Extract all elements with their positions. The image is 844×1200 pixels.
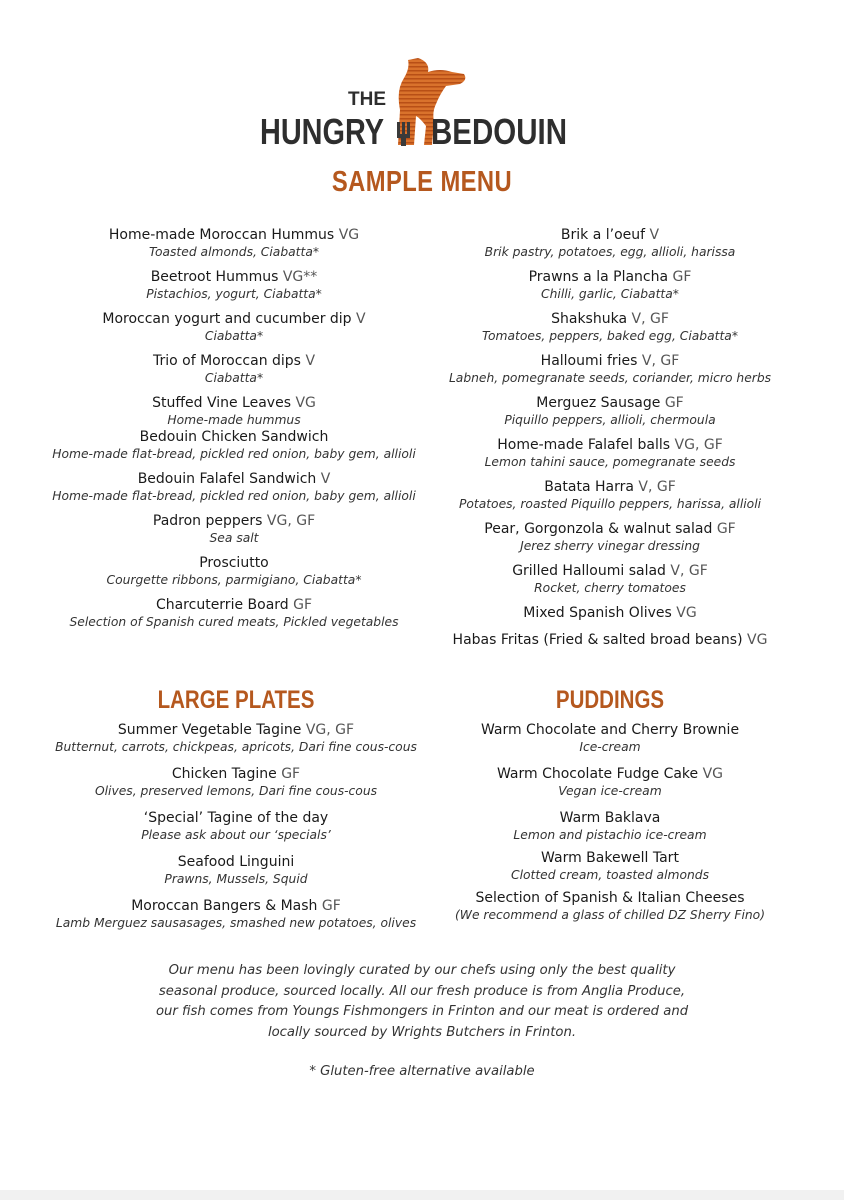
menu-item [0, 470, 468, 504]
dish-description: Lamb Merguez sausasages, smashed new potatoes, olives [55, 916, 417, 930]
menu-item-name [0, 765, 472, 783]
dish-description: Prawns, Mussels, Squid [164, 872, 308, 886]
dietary-tag: GF [281, 766, 301, 782]
dish-description: Olives, preserved lemons, Dari fine cous-cous [94, 784, 378, 798]
dish-description: Please ask about our ‘specials’ [141, 828, 331, 842]
dish-name: Merguez Sausage [536, 395, 661, 411]
menu-item-name [0, 809, 472, 827]
dish-name: Pear, Gorgonzola & walnut salad [484, 521, 713, 537]
dietary-tag: V, GF [638, 479, 676, 495]
menu-item [0, 554, 468, 588]
hungry-bedouin-logo [0, 50, 844, 160]
footer-line: our fish comes from Youngs Fishmongers in Frinton and our meat is ordered and [155, 1004, 689, 1019]
dish-description: Clotted cream, toasted almonds [510, 868, 709, 882]
dish-description: Pistachios, yogurt, Ciabatta* [146, 287, 322, 301]
menu-item [410, 310, 810, 344]
logo [0, 50, 844, 160]
dietary-tag: GF [321, 898, 341, 914]
menu-item [410, 352, 810, 386]
dish-name: Beetroot Hummus [150, 269, 279, 285]
menu-item-name [410, 310, 810, 328]
dish-name: Seafood Linguini [177, 854, 295, 870]
menu-item-name [0, 470, 468, 488]
starters-left-column [0, 226, 468, 630]
dish-name: Bedouin Chicken Sandwich [139, 429, 329, 445]
menu-item [410, 721, 810, 755]
dietary-tag: V [356, 311, 366, 327]
dish-description: Home-made hummus [167, 413, 301, 427]
menu-item [0, 352, 468, 386]
dietary-tag: V [305, 353, 316, 369]
dish-name: Chicken Tagine [171, 766, 277, 782]
dietary-tag: GF [672, 269, 692, 285]
dish-description: Ice-cream [579, 740, 641, 754]
menu-item [410, 631, 810, 649]
dish-description: Selection of Spanish cured meats, Pickled vegetables [69, 615, 399, 629]
menu-item-name [410, 226, 810, 244]
menu-item [410, 436, 810, 470]
dish-name: Shakshuka [551, 311, 628, 327]
menu-item [0, 268, 468, 302]
dish-name: Halloumi fries [540, 353, 638, 369]
menu-item [410, 520, 810, 554]
dish-name: Home-made Moroccan Hummus [108, 227, 335, 243]
menu-item [410, 562, 810, 596]
menu-item-name [0, 226, 468, 244]
dietary-tag: VG, GF [305, 722, 355, 738]
dish-description: Vegan ice-cream [558, 784, 662, 798]
dish-name: Moroccan Bangers & Mash [131, 898, 318, 914]
footer-line: Our menu has been lovingly curated by our chefs using only the best quality [168, 963, 676, 978]
dish-name: Stuffed Vine Leaves [152, 395, 291, 411]
dietary-tag: VG [295, 395, 316, 411]
menu-item-name [0, 268, 468, 286]
dish-description: Potatoes, roasted Piquillo peppers, harissa, allioli [458, 497, 762, 511]
menu-item [410, 765, 810, 799]
menu-item-name [0, 897, 472, 915]
puddings-list [410, 721, 810, 923]
menu-item-name [0, 352, 468, 370]
dish-name: Trio of Moroccan dips [152, 353, 301, 369]
menu-item [0, 428, 468, 462]
gluten-free-note: * Gluten-free alternative available [309, 1064, 535, 1079]
dish-name: Prosciutto [199, 555, 269, 571]
dish-description: (We recommend a glass of chilled DZ Sherry Fino) [454, 908, 765, 922]
dish-description: Tomatoes, peppers, baked egg, Ciabatta* [482, 329, 738, 343]
menu-item [0, 765, 472, 799]
dish-description: Ciabatta* [204, 371, 264, 385]
menu-item [410, 604, 810, 622]
footer-line: locally sourced by Wrights Butchers in Frinton. [267, 1024, 577, 1040]
dish-description: Piquillo peppers, allioli, chermoula [504, 413, 716, 427]
dish-name: ‘Special’ Tagine of the day [143, 810, 329, 826]
dish-description: Jerez sherry vinegar dressing [520, 539, 700, 553]
dish-description: Courgette ribbons, parmigiano, Ciabatta* [106, 573, 362, 587]
menu-item-name [410, 478, 810, 496]
large-plates-heading: LARGE PLATES [157, 686, 315, 714]
menu-item [0, 394, 468, 428]
menu-item-name [410, 394, 810, 412]
menu-item-name [410, 268, 810, 286]
menu-item [0, 809, 472, 843]
dietary-tag: V [649, 227, 660, 243]
dish-name: Selection of Spanish & Italian Cheeses [475, 890, 745, 906]
menu-item-name [410, 520, 810, 538]
dish-description: Chilli, garlic, Ciabatta* [541, 287, 679, 301]
dish-description: Ciabatta* [204, 329, 264, 343]
dietary-tag: GF [293, 597, 313, 613]
dish-description: Brik pastry, potatoes, egg, allioli, harissa [484, 245, 736, 259]
dish-name: Habas Fritas (Fried & salted broad beans) [452, 632, 743, 648]
menu-item-name [410, 721, 810, 739]
menu-item-name [0, 310, 468, 328]
dietary-tag: VG** [282, 269, 318, 285]
dish-name: Mixed Spanish Olives [523, 605, 672, 621]
dish-description: Lemon and pistachio ice-cream [513, 828, 707, 842]
menu-item-name [0, 554, 468, 572]
dietary-tag: VG, GF [266, 513, 316, 529]
menu-item [0, 226, 468, 260]
menu-item [410, 394, 810, 428]
dietary-tag: GF [716, 521, 736, 537]
menu-item-name [0, 394, 468, 412]
dish-name: Warm Bakewell Tart [541, 850, 679, 866]
menu-item [410, 226, 810, 260]
puddings-heading: PUDDINGS [555, 686, 665, 714]
menu-item-name [410, 889, 810, 907]
menu-item-name [410, 604, 810, 622]
menu-item-name [0, 853, 472, 871]
dish-name: Moroccan yogurt and cucumber dip [102, 311, 352, 327]
dish-name: Grilled Halloumi salad [512, 563, 666, 579]
dish-name: Padron peppers [152, 513, 263, 529]
menu-item-name [410, 849, 810, 867]
dish-name: Charcuterrie Board [155, 597, 289, 613]
dish-name: Warm Baklava [559, 810, 661, 826]
dish-description: Butternut, carrots, chickpeas, apricots, Dari fine cous-cous [55, 740, 417, 754]
dietary-tag: V, GF [670, 563, 708, 579]
dietary-tag: VG, GF [674, 437, 723, 453]
logo-the: THE [348, 89, 386, 110]
starters-right-column [410, 226, 810, 649]
logo-hungry: HUNGRY [260, 111, 384, 152]
menu-item-name [410, 436, 810, 454]
menu-item [410, 268, 810, 302]
menu-item [0, 596, 468, 630]
dish-name: Warm Chocolate and Cherry Brownie [480, 722, 740, 738]
menu-item [0, 512, 468, 546]
dish-description: Sea salt [209, 531, 259, 545]
footer-text [0, 961, 844, 1043]
dish-name: Batata Harra [544, 479, 634, 495]
menu-item [0, 897, 472, 931]
menu-item-name [0, 596, 468, 614]
dish-description: Home-made flat-bread, pickled red onion, baby gem, allioli [52, 447, 416, 461]
dish-name: Warm Chocolate Fudge Cake [496, 766, 699, 782]
menu-item [0, 721, 472, 755]
footer-line: seasonal produce, sourced locally. All our fresh produce is from Anglia Produce, [158, 983, 686, 999]
dish-description: Rocket, cherry tomatoes [534, 581, 686, 595]
menu-item [0, 310, 468, 344]
page-edge [0, 1190, 844, 1200]
dietary-tag: VG [676, 605, 697, 621]
dietary-tag: V, GF [641, 353, 680, 369]
dietary-tag: GF [664, 395, 684, 411]
dish-name: Home-made Falafel balls [497, 437, 671, 453]
menu-item-name [410, 765, 810, 783]
menu-item-name [0, 428, 468, 446]
menu-item [0, 853, 472, 887]
dish-name: Prawns a la Plancha [528, 269, 669, 285]
dish-name: Bedouin Falafel Sandwich [137, 471, 317, 487]
logo-bedouin: BEDOUIN [431, 111, 567, 152]
menu-item [410, 889, 810, 923]
menu-item [410, 849, 810, 883]
dish-description: Home-made flat-bread, pickled red onion, baby gem, allioli [52, 489, 416, 503]
large-plates-list [0, 721, 472, 931]
dish-description: Lemon tahini sauce, pomegranate seeds [484, 455, 736, 469]
menu-item-name [410, 809, 810, 827]
dish-name: Summer Vegetable Tagine [117, 722, 302, 738]
menu-item-name [0, 721, 472, 739]
dish-description: Toasted almonds, Ciabatta* [148, 245, 320, 259]
menu-item-name [0, 512, 468, 530]
dietary-tag: VG [747, 632, 768, 648]
dish-description: Labneh, pomegranate seeds, coriander, micro herbs [448, 371, 772, 385]
menu-item [410, 809, 810, 843]
dish-name: Brik a l’oeuf [560, 227, 646, 243]
menu-item-name [410, 562, 810, 580]
page-title: SAMPLE MENU [331, 166, 513, 198]
menu-item [410, 478, 810, 512]
menu-item-name [410, 631, 810, 649]
menu-item-name [410, 352, 810, 370]
dietary-tag: V, GF [631, 311, 669, 327]
dietary-tag: VG [702, 766, 724, 782]
dietary-tag: VG [338, 227, 360, 243]
dietary-tag: V [320, 471, 331, 487]
